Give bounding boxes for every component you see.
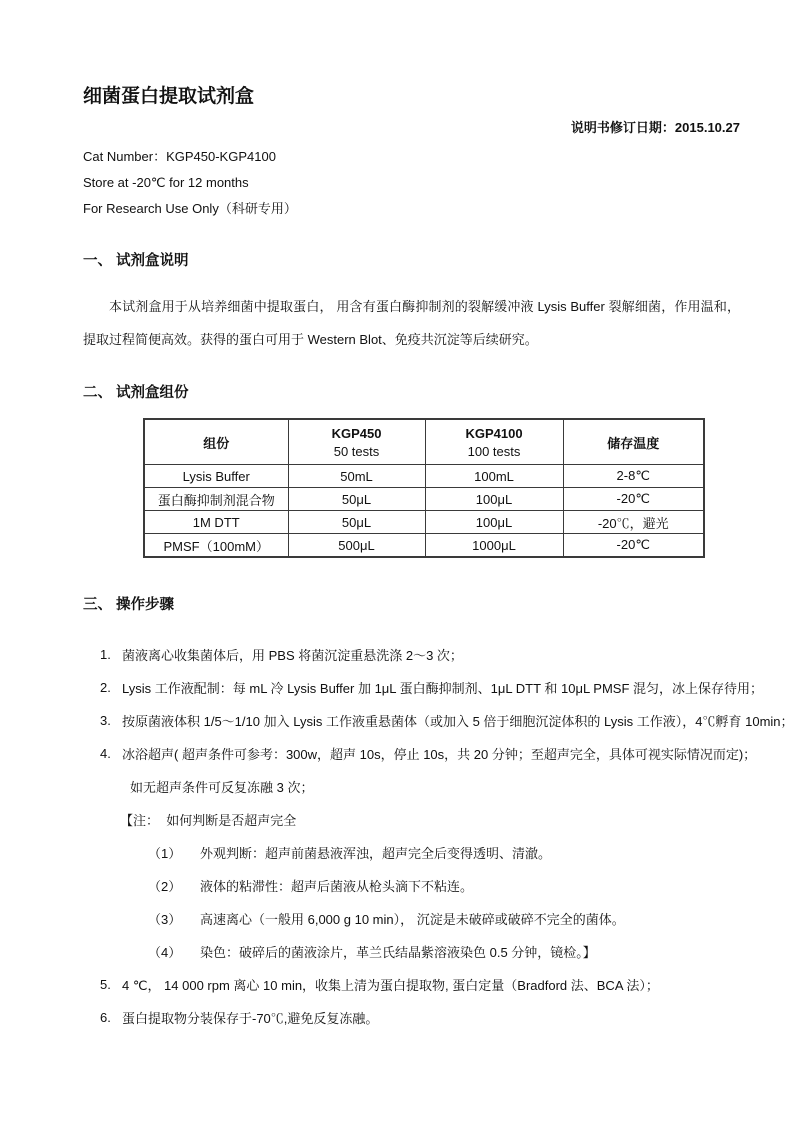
components-table [143,418,705,558]
step-number: 5. [100,977,111,992]
cell-kgp450: 500μL [288,534,425,558]
cell-storage: 2-8℃ [563,465,704,488]
step-text: 冰浴超声( 超声条件可参考：300w，超声 10s，停止 10s，共 20 分钟；至超声完全，具体可视实际情况而定)； [122,747,757,762]
substep-text: 液体的粘滞性：超声后菌液从枪头滴下不粘连。 [200,879,474,894]
cell-storage: -20℃ [563,534,704,558]
kit-description-paragraph: 本试剂盒用于从培养细菌中提取蛋白， 用含有蛋白酶抑制剂的裂解缓冲液 Lysis Buffer 裂解细菌，作用温和，提取过程简便高效。获得的蛋白可用于 Western Blot、免疫共沉淀等后续研究。 [83,299,740,347]
cell-component: PMSF（100mM） [144,534,288,558]
procedure-step-1 [83,638,740,671]
step-text: 4 ℃， 14 000 rpm 离心 10 min，收集上清为蛋白提取物, 蛋白定量（Bradford 法、BCA 法）； [122,978,659,993]
section-heading-kit-components: 二、 试剂盒组份 [83,385,189,401]
substep-number: （4） [148,945,182,960]
procedure-substep-2 [83,869,740,902]
table-row [144,488,704,511]
section-heading-kit-description: 一、 试剂盒说明 [83,253,189,269]
cell-kgp4100: 100μL [425,511,563,534]
table-row [144,465,704,488]
catalog-number: Cat Number：KGP450-KGP4100 [83,149,276,164]
cell-kgp450: 50μL [288,488,425,511]
col-header-component: 组份 [144,419,288,465]
cell-component: 蛋白酶抑制剂混合物 [144,488,288,511]
substep-text: 染色：破碎后的菌液涂片，革兰氏结晶紫溶液染色 0.5 分钟，镜检。】 [200,945,596,960]
procedure-step-4-continuation [83,770,740,803]
table-row [144,534,704,558]
procedure-step-6 [83,1001,740,1034]
col-header-storage: 储存温度 [563,419,704,465]
substep-number: （2） [148,879,182,894]
cell-kgp4100: 100mL [425,465,563,488]
cell-kgp450: 50μL [288,511,425,534]
table-row [144,511,704,534]
substep-text: 外观判断：超声前菌悬液浑浊，超声完全后变得透明、清澈。 [200,846,552,861]
procedure-step-3 [83,704,794,737]
substep-number: （1） [148,846,182,861]
step-text: 按原菌液体积 1/5～1/10 加入 Lysis 工作液重悬菌体（或加入 5 倍于细胞沉淀体积的 Lysis 工作液），4℃孵育 10min； [122,714,794,729]
col-header-kgp4100 [425,419,563,465]
table-header-row [144,419,704,465]
procedure-steps [83,638,794,1034]
step-number: 2. [100,680,111,695]
procedure-step-2 [83,671,764,704]
step-number: 1. [100,647,111,662]
step-number: 3. [100,713,111,728]
procedure-note [83,803,740,836]
step-number: 4. [100,746,111,761]
procedure-step-4 [83,737,757,770]
col-header-kgp450-size: 50 tests [333,443,380,459]
substep-number: （3） [148,912,182,927]
col-header-kgp450-cat: KGP450 [331,425,382,441]
step-number: 6. [100,1010,111,1025]
procedure-substep-4 [83,935,740,968]
procedure-step-5 [83,968,740,1001]
step-text: 菌液离心收集菌体后，用 PBS 将菌沉淀重悬洗涤 2～3 次； [122,648,463,663]
col-header-kgp450 [288,419,425,465]
note-text: 【注： 如何判断是否超声完全 [120,813,297,828]
product-info-block [83,144,740,222]
cell-component: Lysis Buffer [144,465,288,488]
step-text: Lysis 工作液配制：每 mL 冷 Lysis Buffer 加 1μL 蛋白酶抑制剂、1μL DTT 和 10μL PMSF 混匀，冰上保存待用； [122,681,764,696]
storage-condition: Store at -20℃ for 12 months [83,175,249,190]
cell-component: 1M DTT [144,511,288,534]
cell-kgp4100: 100μL [425,488,563,511]
procedure-substep-3 [83,902,740,935]
cell-storage: -20℃ [563,488,704,511]
substep-text: 高速离心（一般用 6,000 g 10 min）， 沉淀是未破碎或破碎不完全的菌体。 [200,912,625,927]
procedure-substep-1 [83,836,740,869]
cell-storage: -20℃，避光 [563,511,704,534]
cell-kgp450: 50mL [288,465,425,488]
section-heading-procedure: 三、 操作步骤 [83,597,175,613]
research-use-notice: For Research Use Only（科研专用） [83,201,297,216]
cell-kgp4100: 1000μL [425,534,563,558]
revision-date: 说明书修订日期：2015.10.27 [570,120,740,135]
step-text: 蛋白提取物分装保存于-70℃,避免反复冻融。 [122,1011,379,1026]
col-header-kgp4100-size: 100 tests [467,443,521,459]
page-title: 细菌蛋白提取试剂盒 [83,86,255,107]
col-header-kgp4100-cat: KGP4100 [465,425,523,441]
step-text: 如无超声条件可反复冻融 3 次； [130,780,314,795]
